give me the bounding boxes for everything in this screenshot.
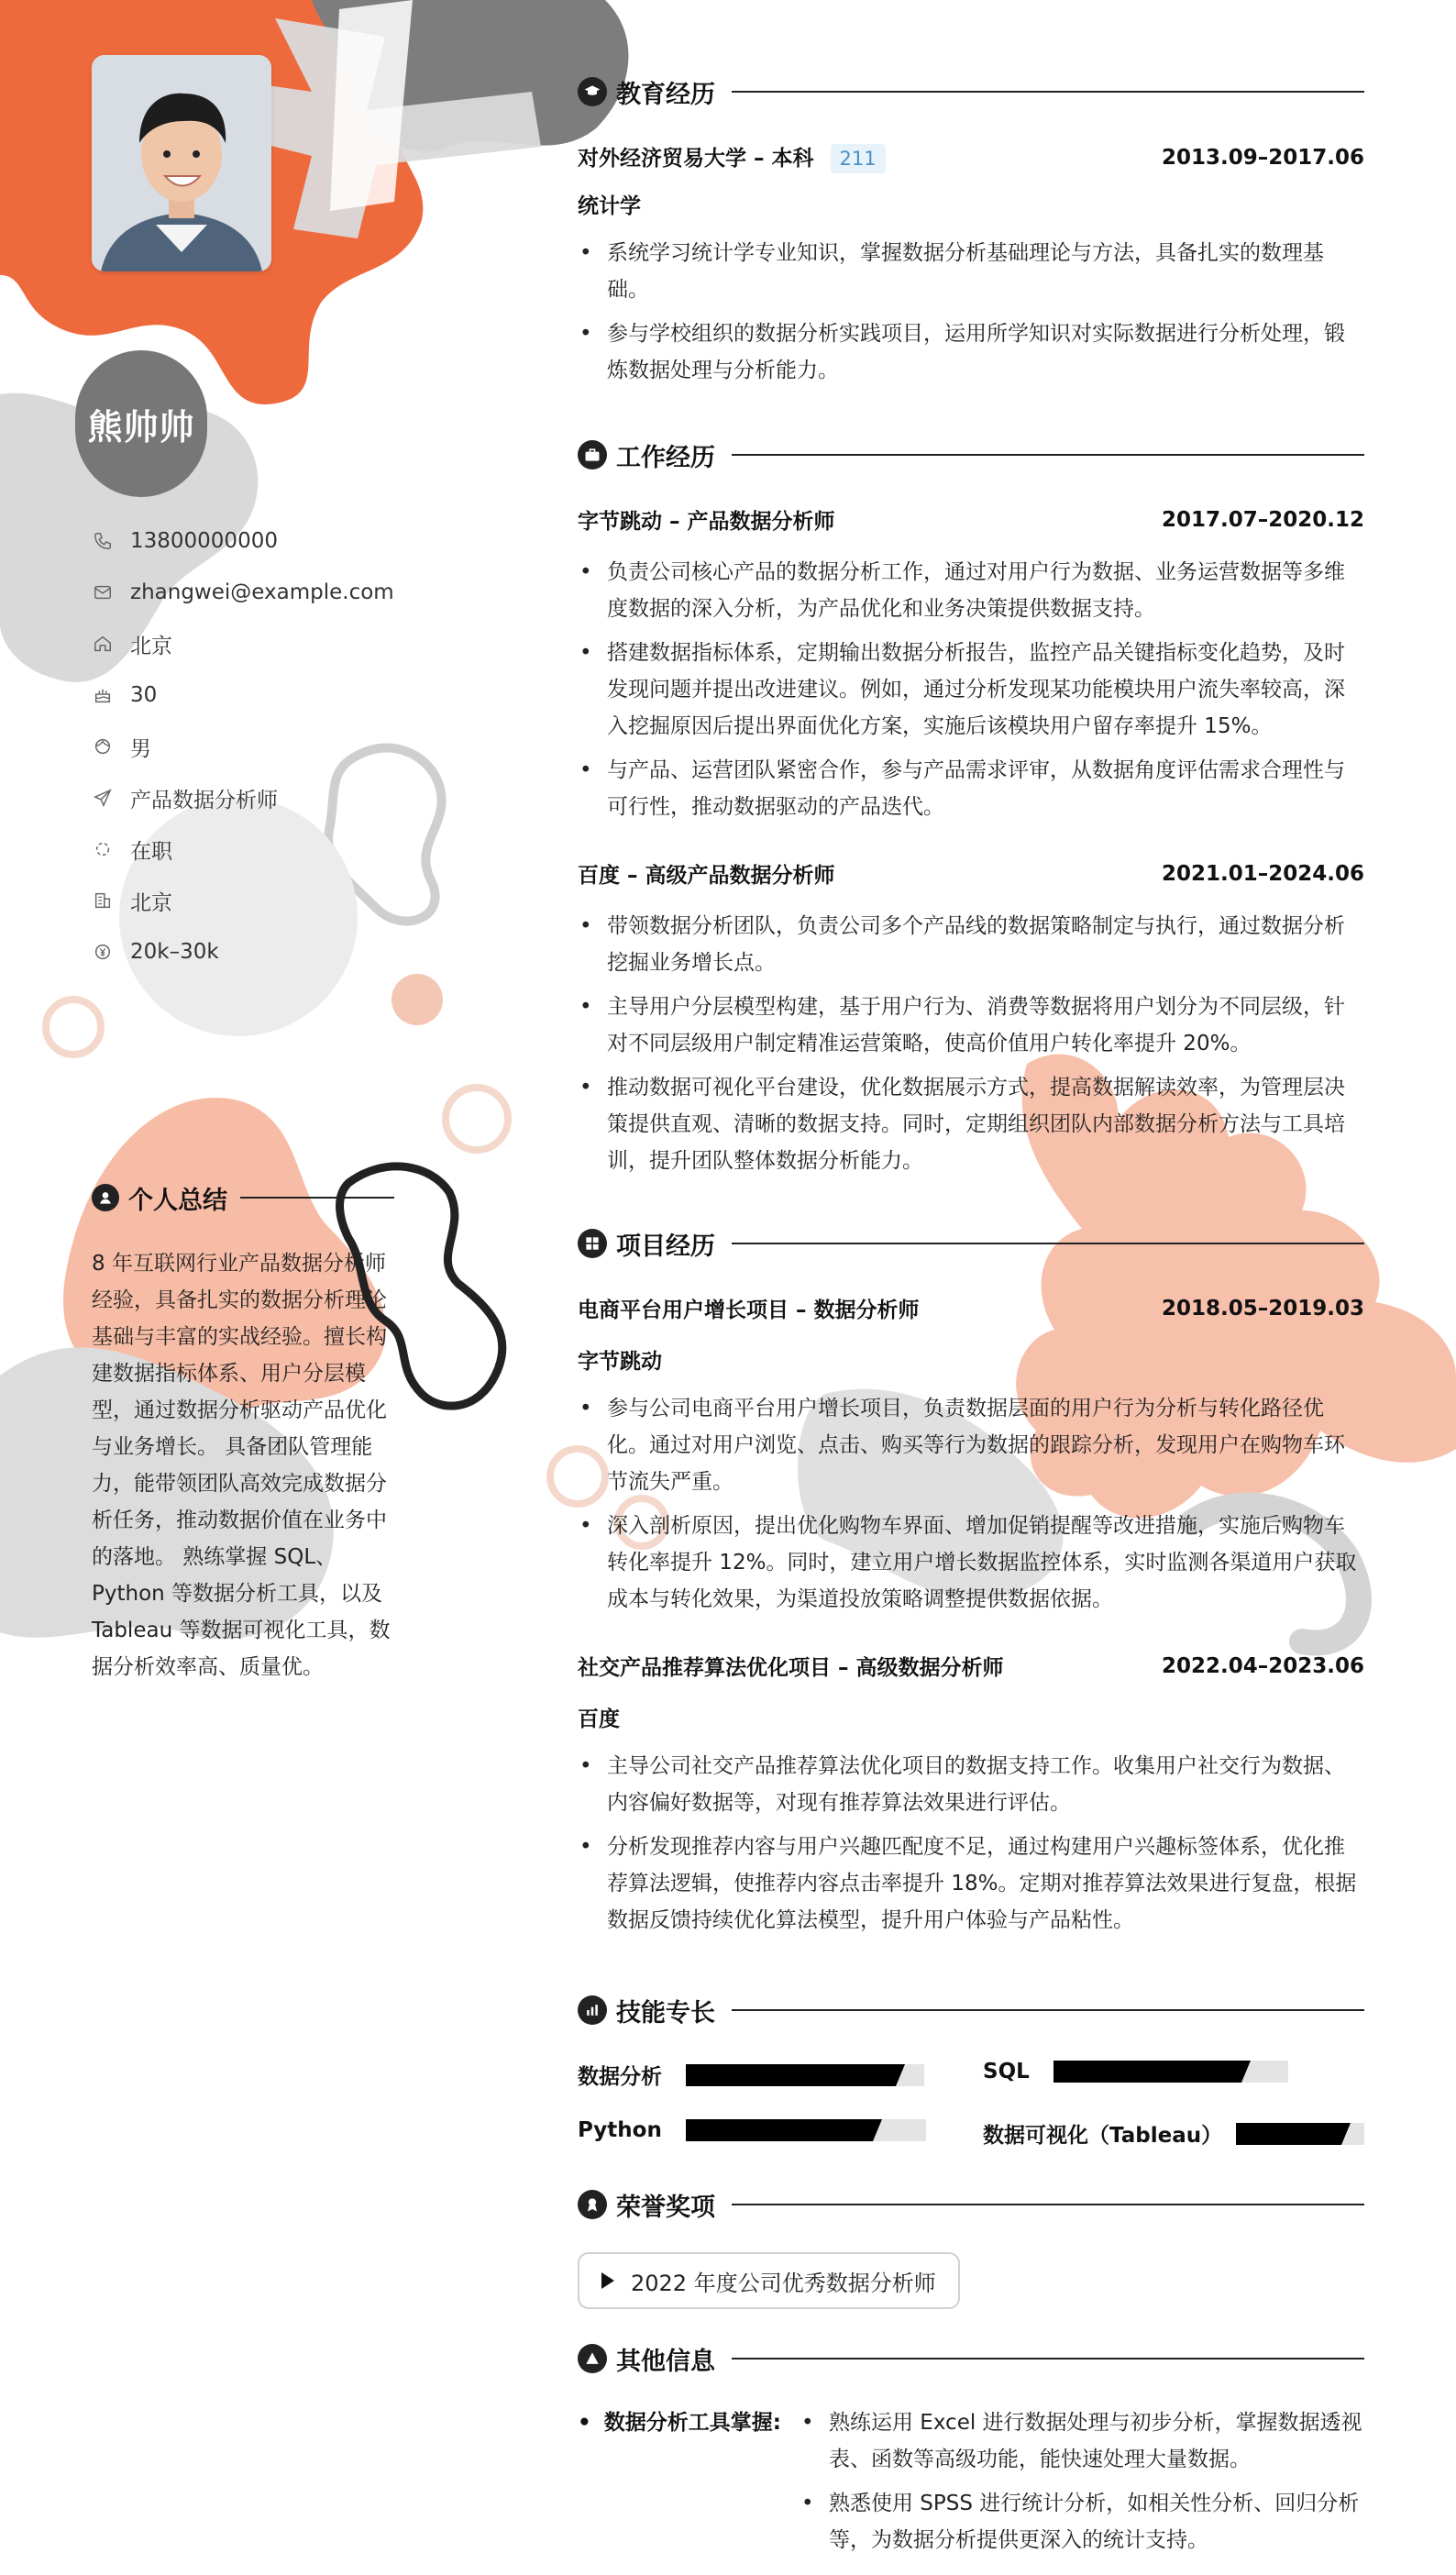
summary-header bbox=[92, 1181, 394, 1214]
project-2-bullets bbox=[578, 1748, 1364, 1939]
job-date: 2021.01–2024.06 bbox=[1161, 861, 1364, 886]
skill-item bbox=[983, 2060, 1288, 2083]
skill-name: 数据可视化（Tableau） bbox=[983, 2124, 1223, 2148]
job-row-1 bbox=[578, 504, 1364, 535]
briefcase-icon bbox=[578, 440, 607, 470]
email-value: zhangwei@example.com bbox=[130, 580, 394, 604]
list-item: • 主导公司社交产品推荐算法优化项目的数据支持工作。收集用户社交行为数据、内容偏好数据等，对现有推荐算法效果进行评估。 bbox=[578, 1748, 1364, 1821]
list-item: • 参与学校组织的数据分析实践项目，运用所学知识对实际数据进行分析处理，锻炼数据处理与分析能力。 bbox=[578, 315, 1364, 389]
awards-divider bbox=[732, 2204, 1364, 2205]
other-divider bbox=[732, 2358, 1364, 2359]
list-item: • 系统学习统计学专业知识，掌握数据分析基础理论与方法，具备扎实的数理基础。 bbox=[578, 235, 1364, 308]
other-items bbox=[800, 2404, 1364, 2566]
other-header bbox=[578, 2340, 1364, 2377]
project-row-1 bbox=[578, 1293, 1364, 1323]
skill-name: 数据分析 bbox=[578, 2065, 662, 2089]
project-name: 社交产品推荐算法优化项目 – 高级数据分析师 bbox=[578, 1656, 1004, 1680]
gender-value: 男 bbox=[130, 736, 151, 761]
location-value: 北京 bbox=[130, 634, 172, 658]
skill-item bbox=[578, 2118, 926, 2142]
mail-icon bbox=[92, 581, 114, 603]
other-label: • 数据分析工具掌握: bbox=[578, 2404, 781, 2441]
send-icon bbox=[92, 787, 114, 809]
peach-dot bbox=[392, 974, 443, 1025]
info-icon bbox=[578, 2344, 607, 2373]
skill-bar bbox=[686, 2064, 924, 2086]
home-icon bbox=[92, 633, 114, 655]
phone-icon bbox=[92, 530, 114, 552]
info-salary bbox=[92, 926, 394, 978]
skill-bar-fill bbox=[1236, 2123, 1341, 2145]
info-age bbox=[92, 669, 394, 721]
project-name: 电商平台用户增长项目 – 数据分析师 bbox=[578, 1299, 920, 1322]
avatar-photo bbox=[92, 55, 271, 271]
position-value: 产品数据分析师 bbox=[130, 788, 278, 812]
project-org: 百度 bbox=[578, 1707, 620, 1731]
list-item: • 推动数据可视化平台建设，优化数据展示方式，提高数据解读效率，为管理层决策提供直观、清晰的数据支持。同时，定期组织团队内部数据分析方法与工具培训，提升团队整体数据分析能力。 bbox=[578, 1069, 1364, 1179]
salary-value: 20k–30k bbox=[130, 940, 219, 964]
peach-ring-2 bbox=[446, 1088, 508, 1150]
peach-ring-1 bbox=[46, 1000, 101, 1055]
skills-divider bbox=[732, 2009, 1364, 2011]
job-company: 百度 – 高级产品数据分析师 bbox=[578, 864, 835, 888]
age-value: 30 bbox=[130, 683, 158, 707]
info-gender bbox=[92, 721, 394, 772]
work-header bbox=[578, 437, 1364, 473]
list-item: • 搭建数据指标体系，定期输出数据分析报告，监控产品关键指标变化趋势，及时发现问题并提出改进建议。例如，通过分析发现某功能模块用户流失率较高，深入挖掘原因后提出界面优化方案，实施后该模块用户留存率提升 15%。 bbox=[578, 635, 1364, 745]
awards-header bbox=[578, 2186, 1364, 2223]
list-item: • 参与公司电商平台用户增长项目，负责数据层面的用户行为分析与转化路径优化。通过对用户浏览、点击、购买等行为数据的跟踪分析，发现用户在购物车环节流失严重。 bbox=[578, 1390, 1364, 1500]
info-status bbox=[92, 823, 394, 875]
skill-name: Python bbox=[578, 2118, 662, 2142]
phone-value: 13800000000 bbox=[130, 529, 278, 553]
award-item[interactable] bbox=[578, 2252, 960, 2309]
education-date: 2013.09–2017.06 bbox=[1161, 145, 1364, 170]
summary-text: 8 年互联网行业产品数据分析师经验，具备扎实的数据分析理论基础与丰富的实战经验。擅长构建数据指标体系、用户分层模型，通过数据分析驱动产品优化与业务增长。 具备团队管理能力，能带领团队高效完成数据分析任务，推动数据价值在业务中的落地。 熟练掌握 SQL、Python 等数据分析工具，以及 Tableau 等数据可视化工具，数据分析效率高、质量优。 bbox=[92, 1252, 391, 1679]
projects-header bbox=[578, 1225, 1364, 1262]
skill-bar-fill bbox=[686, 2064, 896, 2086]
skill-name: SQL bbox=[983, 2060, 1030, 2083]
summary-divider bbox=[240, 1197, 394, 1199]
education-major: 统计学 bbox=[578, 194, 641, 218]
info-location bbox=[92, 618, 394, 669]
school-name: 对外经济贸易大学 – 本科 bbox=[578, 147, 814, 171]
name-badge bbox=[75, 350, 207, 497]
list-item: • 分析发现推荐内容与用户兴趣匹配度不足，通过构建用户兴趣标签体系，优化推荐算法逻辑，使推荐内容点击率提升 18%。定期对推荐算法效果进行复盘，根据数据反馈持续优化算法模型，提升用户体验与产品粘性。 bbox=[578, 1829, 1364, 1939]
skills-header bbox=[578, 1992, 1364, 2028]
skill-item bbox=[983, 2118, 1364, 2149]
play-icon bbox=[601, 2272, 614, 2289]
skill-bar bbox=[686, 2119, 926, 2141]
graduation-cap-icon bbox=[578, 77, 607, 106]
project-date: 2022.04–2023.06 bbox=[1161, 1653, 1364, 1678]
job-row-2 bbox=[578, 858, 1364, 889]
other-title: 其他信息 bbox=[616, 2347, 715, 2376]
city-value: 北京 bbox=[130, 890, 172, 915]
project-row-2 bbox=[578, 1651, 1364, 1681]
skill-bar bbox=[1236, 2123, 1364, 2145]
award-icon bbox=[578, 2190, 607, 2219]
list-item: • 熟练运用 Excel 进行数据处理与初步分析，掌握数据透视表、函数等高级功能，能快速处理大量数据。 bbox=[800, 2404, 1364, 2478]
list-item: • 主导用户分层模型构建，基于用户行为、消费等数据将用户划分为不同层级，针对不同层级用户制定精准运营策略，使高价值用户转化率提升 20%。 bbox=[578, 989, 1364, 1062]
list-item: • 与产品、运营团队紧密合作，参与产品需求评审，从数据角度评估需求合理性与可行性，推动数据驱动的产品迭代。 bbox=[578, 752, 1364, 825]
avatar-illustration bbox=[92, 55, 271, 271]
summary-title: 个人总结 bbox=[128, 1186, 227, 1215]
job-company: 字节跳动 – 产品数据分析师 bbox=[578, 510, 835, 534]
project-date: 2018.05–2019.03 bbox=[1161, 1296, 1364, 1321]
contact-info bbox=[92, 515, 394, 978]
projects-divider bbox=[732, 1243, 1364, 1244]
info-city bbox=[92, 875, 394, 926]
education-divider bbox=[732, 91, 1364, 93]
yen-icon bbox=[92, 941, 114, 963]
building-icon bbox=[92, 890, 114, 912]
skill-bar bbox=[1053, 2061, 1288, 2083]
face-icon bbox=[92, 735, 114, 757]
skill-item bbox=[578, 2060, 924, 2090]
work-title: 工作经历 bbox=[616, 443, 715, 472]
info-position bbox=[92, 772, 394, 823]
chart-pie-icon bbox=[578, 1995, 607, 2025]
list-item: • 带领数据分析团队，负责公司多个产品线的数据策略制定与执行，通过数据分析挖掘业务增长点。 bbox=[578, 908, 1364, 981]
list-item: • 熟悉使用 SPSS 进行统计分析，如相关性分析、回归分析等，为数据分析提供更深入的统计支持。 bbox=[800, 2485, 1364, 2558]
project-org: 字节跳动 bbox=[578, 1350, 662, 1374]
education-title: 教育经历 bbox=[616, 80, 715, 109]
job-date: 2017.07–2020.12 bbox=[1161, 507, 1364, 532]
education-bullets bbox=[578, 235, 1364, 389]
education-row bbox=[578, 141, 1364, 173]
education-header bbox=[578, 73, 1364, 110]
info-phone bbox=[92, 515, 394, 567]
school-tag: 211 bbox=[831, 144, 886, 173]
info-email bbox=[92, 567, 394, 618]
job-2-bullets bbox=[578, 908, 1364, 1179]
projects-title: 项目经历 bbox=[616, 1232, 715, 1261]
skills-title: 技能专长 bbox=[616, 1998, 715, 2028]
cake-icon bbox=[92, 684, 114, 706]
work-divider bbox=[732, 454, 1364, 456]
project-1-bullets bbox=[578, 1390, 1364, 1618]
grid-icon bbox=[578, 1229, 607, 1258]
user-icon bbox=[92, 1184, 119, 1211]
status-value: 在职 bbox=[130, 839, 172, 864]
awards-title: 荣誉奖项 bbox=[616, 2193, 715, 2222]
award-label: 2022 年度公司优秀数据分析师 bbox=[631, 2270, 936, 2296]
job-1-bullets bbox=[578, 554, 1364, 825]
profile-name: 熊帅帅 bbox=[87, 406, 195, 448]
skill-bar-fill bbox=[686, 2119, 873, 2141]
list-item: • 深入剖析原因，提出优化购物车界面、增加促销提醒等改进措施，实施后购物车转化率提升 12%。同时，建立用户增长数据监控体系，实时监测各渠道用户获取成本与转化效果，为渠道投放策略调整提供数据依据。 bbox=[578, 1508, 1364, 1618]
list-item: • 负责公司核心产品的数据分析工作，通过对用户行为数据、业务运营数据等多维度数据的深入分析，为产品优化和业务决策提供数据支持。 bbox=[578, 554, 1364, 627]
loading-icon bbox=[92, 838, 114, 860]
skill-bar-fill bbox=[1053, 2061, 1241, 2083]
